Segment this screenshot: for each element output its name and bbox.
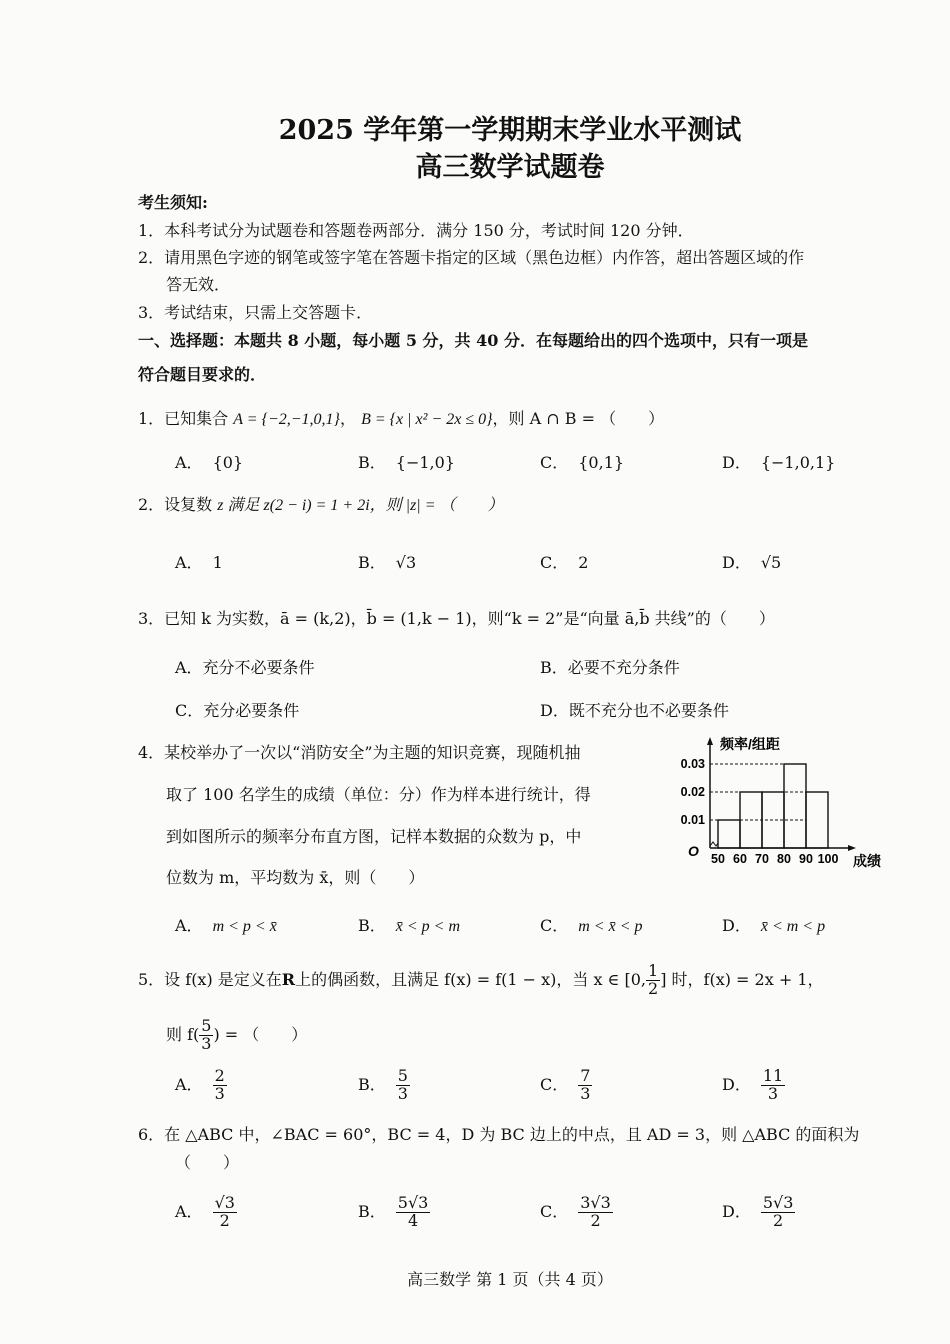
q1-option-b[interactable]: B． {−1,0} bbox=[358, 453, 455, 472]
notice-item-2: 2．请用黑色字迹的钢笔或签字笔在答题卡指定的区域（黑色边框）内作答，超出答题区域的作 bbox=[138, 248, 805, 267]
question-4-line-3: 到如图所示的频率分布直方图，记样本数据的众数为 p，中 bbox=[166, 827, 582, 846]
q3-option-c[interactable]: C．充分必要条件 bbox=[175, 701, 300, 720]
x-tick-80: 80 bbox=[777, 852, 791, 866]
y-tick-0.01: 0.01 bbox=[680, 813, 705, 827]
question-4-line-4: 位数为 m，平均数为 x̄，则（ ） bbox=[166, 868, 425, 887]
question-3: 3．已知 k 为实数，ā = (k,2)，b̄ = (1,k − 1)，则“k = 2”是“向量 ā,b̄ 共线”的（ ） bbox=[138, 609, 775, 628]
q6-option-a[interactable]: A． $\frac{√3}{2}$ bbox=[175, 1193, 235, 1230]
question-1 bbox=[138, 406, 664, 429]
y-axis-label: 频率/组距 bbox=[720, 736, 780, 752]
y-tick-0.03: 0.03 bbox=[680, 757, 705, 771]
q5-option-a[interactable]: A． $\frac{2}{3}$ bbox=[175, 1066, 225, 1103]
x-tick-70: 70 bbox=[755, 852, 769, 866]
q6-option-d[interactable]: D． $\frac{5√3}{2}$ bbox=[722, 1193, 794, 1230]
q4-option-d[interactable]: D． x̄ < m < p bbox=[722, 916, 826, 935]
page-footer: 高三数学 第 1 页（共 4 页） bbox=[407, 1270, 613, 1289]
q3-option-b[interactable]: B．必要不充分条件 bbox=[540, 658, 680, 677]
notice-item-1: 1．本科考试分为试题卷和答题卷两部分．满分 150 分，考试时间 120 分钟． bbox=[138, 221, 694, 240]
fraction-five-thirds: $\frac{5}{3}$ bbox=[201, 1016, 212, 1053]
y-axis-arrow bbox=[707, 737, 713, 745]
question-4-line-1: 4．某校举办了一次以“消防安全”为主题的知识竞赛，现随机抽 bbox=[138, 743, 581, 762]
question-4-line-2: 取了 100 名学生的成绩（单位：分）作为样本进行统计，得 bbox=[166, 785, 591, 804]
q5-option-d[interactable]: D． $\frac{11}{3}$ bbox=[722, 1066, 784, 1103]
x-axis-arrow bbox=[848, 845, 856, 851]
q4-option-b[interactable]: B． x̄ < p < m bbox=[358, 916, 461, 935]
q1-sep: ， bbox=[339, 409, 356, 428]
q2-prefix: 2．设复数 bbox=[138, 495, 213, 514]
q5-option-c[interactable]: C． $\frac{7}{3}$ bbox=[540, 1066, 591, 1103]
q2-option-d[interactable]: D． √5 bbox=[722, 553, 782, 572]
q1-prefix: 1．已知集合 bbox=[138, 409, 229, 428]
exam-title: 2025 学年第一学期期末学业水平测试 bbox=[278, 115, 742, 146]
question-6-line-2: （ ） bbox=[175, 1153, 240, 1172]
q6-option-b[interactable]: B． $\frac{5√3}{4}$ bbox=[358, 1193, 429, 1230]
q1-option-d[interactable]: D． {−1,0,1} bbox=[722, 453, 836, 472]
q2-option-b[interactable]: B． √3 bbox=[358, 553, 417, 572]
q3-option-d[interactable]: D．既不充分也不必要条件 bbox=[540, 701, 729, 720]
origin-label: O bbox=[688, 843, 699, 859]
question-5-line-1: 5．设 f(x) 是定义在R上的偶函数，且满足 f(x) = f(1 − x)，当 x ∈ [0, $\frac{1}{2}$ ] 时，f(x) = 2x + 1， bbox=[138, 961, 824, 998]
question-2 bbox=[138, 492, 504, 515]
histogram-bar-80-90 bbox=[784, 764, 806, 848]
q4-option-a[interactable]: A． m < p < x̄ bbox=[175, 916, 277, 935]
x-tick-100: 100 bbox=[817, 852, 839, 866]
histogram-bar-90-100 bbox=[806, 792, 828, 848]
exam-subtitle: 高三数学试题卷 bbox=[415, 152, 605, 183]
histogram-bar-50-60 bbox=[718, 820, 740, 848]
q1-option-a[interactable]: A． {0} bbox=[175, 453, 244, 472]
q1-set-b: B = {x | x² − 2x ≤ 0} bbox=[361, 411, 493, 428]
q5-option-b[interactable]: B． $\frac{5}{3}$ bbox=[358, 1066, 408, 1103]
x-tick-90: 90 bbox=[799, 852, 813, 866]
q4-option-c[interactable]: C． m < x̄ < p bbox=[540, 916, 643, 935]
axis-break-mark bbox=[710, 842, 718, 846]
q3-option-a[interactable]: A．充分不必要条件 bbox=[175, 658, 315, 677]
question-5-line-2: 则 f( $\frac{5}{3}$ ) = （ ） bbox=[166, 1016, 308, 1053]
notice-heading: 考生须知: bbox=[138, 193, 208, 212]
frequency-histogram bbox=[660, 735, 890, 875]
q6-option-c[interactable]: C． $\frac{3√3}{2}$ bbox=[540, 1193, 611, 1230]
q2-option-c[interactable]: C． 2 bbox=[540, 553, 589, 572]
q2-body: z 满足 z(2 − i) = 1 + 2i，则 |z| = （ ） bbox=[217, 497, 504, 514]
q1-suffix: ，则 A ∩ B = （ ） bbox=[492, 409, 665, 428]
x-axis-label: 成绩 bbox=[853, 853, 881, 869]
q1-option-c[interactable]: C． {0,1} bbox=[540, 453, 625, 472]
x-tick-50: 50 bbox=[711, 852, 725, 866]
section-heading-cont: 符合题目要求的． bbox=[138, 365, 267, 384]
question-6-line-1: 6．在 △ABC 中，∠BAC = 60°，BC = 4，D 为 BC 边上的中点，且 AD = 3，则 △ABC 的面积为 bbox=[138, 1125, 860, 1144]
fraction-one-half: $\frac{1}{2}$ bbox=[648, 961, 659, 998]
q1-set-a: A = {−2,−1,0,1} bbox=[233, 411, 340, 428]
y-tick-0.02: 0.02 bbox=[680, 785, 705, 799]
notice-item-2-cont: 答无效． bbox=[166, 275, 231, 294]
section-heading: 一、选择题：本题共 8 小题，每小题 5 分，共 40 分．在每题给出的四个选项中，只有一项是 bbox=[138, 331, 808, 350]
x-tick-60: 60 bbox=[733, 852, 747, 866]
real-numbers-symbol: R bbox=[281, 969, 296, 989]
notice-item-3: 3．考试结束，只需上交答题卡． bbox=[138, 303, 373, 322]
q2-option-a[interactable]: A． 1 bbox=[175, 553, 223, 572]
